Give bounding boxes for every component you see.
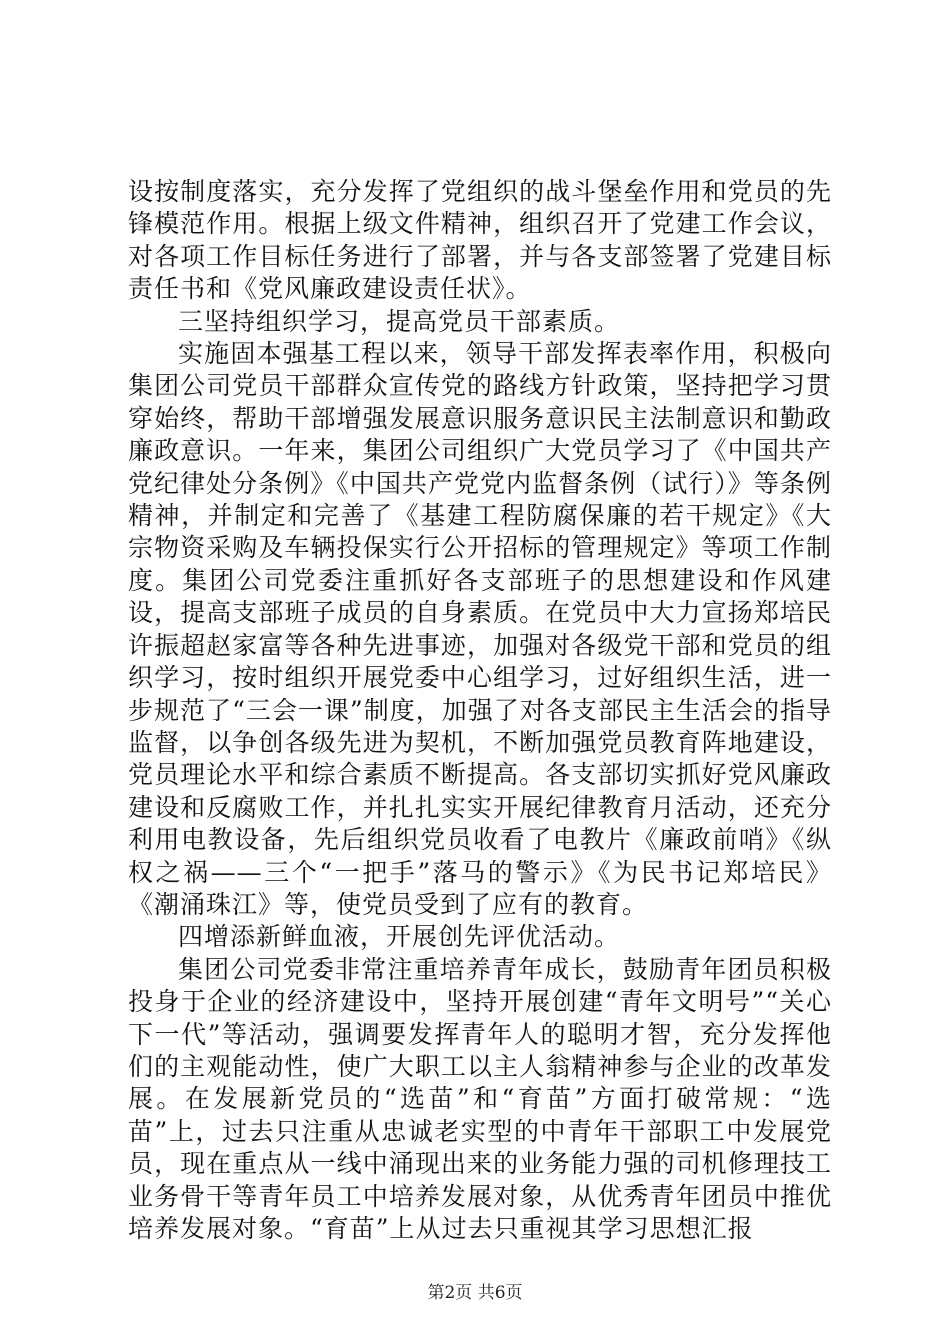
section-heading: 三坚持组织学习，提高党员干部素质。 xyxy=(178,306,621,336)
document-body xyxy=(128,176,832,1245)
section-heading: 四增添新鲜血液，开展创先评优活动。 xyxy=(178,922,621,952)
body-paragraph: 集团公司党委非常注重培养青年成长，鼓励青年团员积极投身于企业的经济建设中，坚持开展创建“青年文明号”“关心下一代”等活动，强调要发挥青年人的聪明才智，充分发挥他们的主观能动性，使广大职工以主人翁精神参与企业的改革发展。在发展新党员的“选苗”和“育苗”方面打破常规：“选苗”上，过去只注重从忠诚老实型的中青年干部职工中发展党员，现在重点从一线中涌现出来的业务能力强的司机修理技工业务骨干等青年员工中培养发展对象，从优秀青年团员中推优培养发展对象。“育苗”上从过去只重视其学习思想汇报 xyxy=(128,954,832,1243)
page-number-footer: 第2页 共6页 xyxy=(427,1283,523,1303)
body-paragraph: 设按制度落实，充分发挥了党组织的战斗堡垒作用和党员的先锋模范作用。根据上级文件精神，组织召开了党建工作会议，对各项工作目标任务进行了部署，并与各支部签署了党建目标责任书和《党风廉政建设责任状》。 xyxy=(128,177,832,304)
body-paragraph: 实施固本强基工程以来，领导干部发挥表率作用，积极向集团公司党员干部群众宣传党的路线方针政策，坚持把学习贯穿始终，帮助干部增强发展意识服务意识民主法制意识和勤政廉政意识。一年来，集团公司组织广大党员学习了《中国共产党纪律处分条例》《中国共产党党内监督条例（试行）》等条例精神，并制定和完善了《基建工程防腐保廉的若干规定》《大宗物资采购及车辆投保实行公开招标的管理规定》等项工作制度。集团公司党委注重抓好各支部班子的思想建设和作风建设，提高支部班子成员的自身素质。在党员中大力宣扬郑培民许振超赵家富等各种先进事迹，加强对各级党干部和党员的组织学习，按时组织开展党委中心组学习，过好组织生活，进一步规范了“三会一课”制度，加强了对各支部民主生活会的指导监督，以争创各级先进为契机，不断加强党员教育阵地建设，党员理论水平和综合素质不断提高。各支部切实抓好党风廉政建设和反腐败工作，并扎扎实实开展纪律教育月活动，还充分利用电教设备，先后组织党员收看了电教片《廉政前哨》《纵权之祸——三个“一把手”落马的警示》《为民书记郑培民》《潮涌珠江》等，使党员受到了应有的教育。 xyxy=(128,339,832,919)
